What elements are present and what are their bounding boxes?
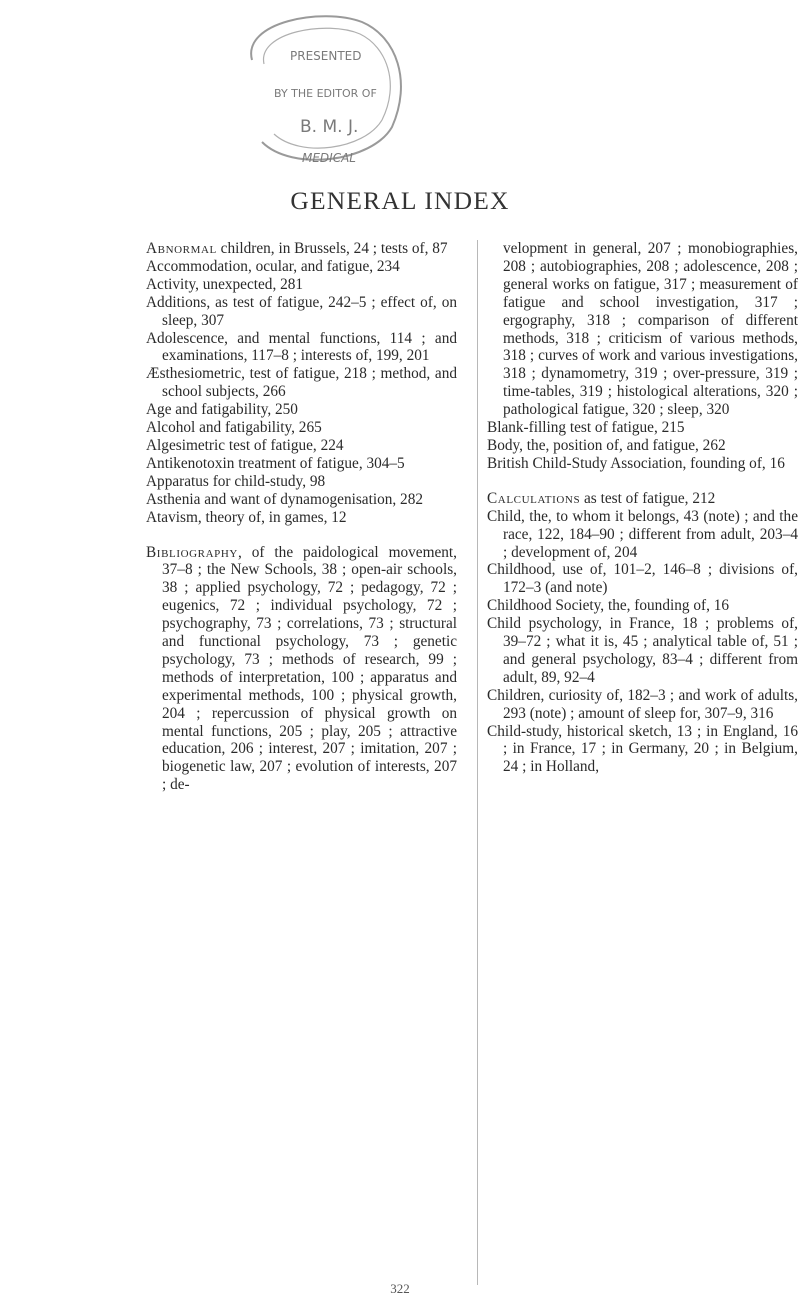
index-entry	[146, 509, 457, 527]
entry-text: Child psychology, in France, 18 ; problems of, 39–72 ; what it is, 45 ; analytical table of, 51 ; and general psychology, 83–4 ; different from adult, 89, 92–4	[487, 615, 798, 686]
index-entry	[487, 687, 798, 723]
column-divider	[477, 240, 478, 1285]
entry-text: Blank-filling test of fatigue, 215	[487, 419, 685, 437]
index-entry	[146, 544, 457, 795]
page-title: GENERAL INDEX	[290, 186, 510, 215]
entry-text: British Child-Study Association, founding of, 16	[487, 454, 785, 472]
index-entry	[487, 508, 798, 562]
entry-text: Body, the, position of, and fatigue, 262	[487, 436, 726, 454]
index-entry	[146, 240, 457, 258]
library-stamp	[212, 2, 422, 177]
entry-lead-word: Calculations	[487, 489, 581, 507]
index-entry	[487, 490, 798, 508]
entry-text: Children, curiosity of, 182–3 ; and work of adults, 293 (note) ; amount of sleep for, 307–9, 316	[487, 686, 798, 722]
entry-text: Child, the, to whom it belongs, 43 (note) ; and the race, 122, 184–90 ; different from adult, 203–4 ; development of, 204	[487, 507, 798, 561]
index-entry	[146, 365, 457, 401]
entry-text: Childhood, use of, 101–2, 146–8 ; divisions of, 172–3 (and note)	[487, 561, 798, 597]
entry-text: Alcohol and fatigability, 265	[146, 419, 322, 437]
stamp-graphic	[212, 2, 422, 177]
index-column-left	[146, 240, 457, 794]
index-entry	[146, 419, 457, 437]
entry-text: Asthenia and want of dynamogenisation, 282	[146, 490, 423, 508]
index-entry	[487, 437, 798, 455]
index-column-right	[487, 240, 798, 776]
index-entry	[487, 597, 798, 615]
index-entry	[487, 240, 798, 419]
page-number: 322	[390, 1281, 410, 1296]
index-entry	[487, 419, 798, 437]
entry-text: Child-study, historical sketch, 13 ; in England, 16 ; in France, 17 ; in Germany, 20 ; in Belgium, 24 ; in Holland,	[487, 722, 798, 776]
entry-text: Æsthesiometric, test of fatigue, 218 ; method, and school subjects, 266	[146, 365, 457, 401]
entry-lead-word: Abnormal	[146, 240, 217, 257]
entry-lead-word: Bibliography	[146, 543, 238, 561]
index-entry	[146, 294, 457, 330]
index-entry	[146, 276, 457, 294]
index-entry	[487, 561, 798, 597]
stamp-line-1: PRESENTED	[290, 49, 362, 63]
entry-text: Accommodation, ocular, and fatigue, 234	[146, 257, 400, 275]
index-entry	[146, 491, 457, 509]
index-entry	[146, 437, 457, 455]
entry-text: Activity, unexpected, 281	[146, 275, 304, 293]
index-entry	[146, 401, 457, 419]
index-entry	[146, 330, 457, 366]
entry-text: children, in Brussels, 24 ; tests of, 87	[216, 240, 448, 257]
index-entry	[487, 455, 798, 473]
section-gap	[146, 527, 457, 544]
entry-text: Additions, as test of fatigue, 242–5 ; effect of, on sleep, 307	[146, 293, 457, 329]
entry-text: velopment in general, 207 ; monobiographies, 208 ; autobiographies, 208 ; adolescence, 208 ; general works on fatigue, 317 ; measurement of fatigue and school investigation, 317 ; ergography, 318 ; comparison of different methods, 318 ; criticism of various methods, 318 ; curves of work and various investigations, 318 ; dynamometry, 319 ; over-pressure, 319 ; time-tables, 319 ; histological alterations, 320 ; pathological fatigue, 320 ; sleep, 320	[503, 240, 798, 419]
entry-text: Childhood Society, the, founding of, 16	[487, 597, 730, 615]
entry-text: Atavism, theory of, in games, 12	[146, 508, 347, 526]
entry-text: Age and fatigability, 250	[146, 401, 298, 419]
stamp-line-4: MEDICAL	[302, 151, 356, 165]
entry-text: Algesimetric test of fatigue, 224	[146, 436, 344, 454]
stamp-line-2: BY THE EDITOR OF	[274, 87, 377, 100]
entry-text: Antikenotoxin treatment of fatigue, 304–5	[146, 454, 405, 472]
entry-text: , of the paidological movement, 37–8 ; the New Schools, 38 ; open-air schools, 38 ; applied psychology, 72 ; pedagogy, 72 ; eugenics, 72 ; individual psychology, 72 ; psychography, 73 ; correlations, 73 ; structural and functional psychology, 73 ; genetic psychology, 73 ; methods of research, 99 ; methods of interpretation, 100 ; apparatus and experimental methods, 100 ; physical growth, 204 ; repercussion of physical growth on mental functions, 205 ; play, 205 ; attractive education, 206 ; interest, 207 ; imitation, 207 ; biogenetic law, 207 ; evolution of interests, 207 ; de-	[162, 543, 457, 794]
index-entry	[487, 615, 798, 687]
entry-text: Adolescence, and mental functions, 114 ; and examinations, 117–8 ; interests of, 199, 201	[146, 329, 457, 365]
index-entry	[146, 455, 457, 473]
stamp-line-3: B. M. J.	[300, 117, 359, 137]
index-entry	[146, 258, 457, 276]
entry-text: Apparatus for child-study, 98	[146, 472, 326, 490]
index-entry	[487, 723, 798, 777]
section-gap	[487, 473, 798, 490]
entry-text: as test of fatigue, 212	[580, 489, 716, 507]
index-entry	[146, 473, 457, 491]
